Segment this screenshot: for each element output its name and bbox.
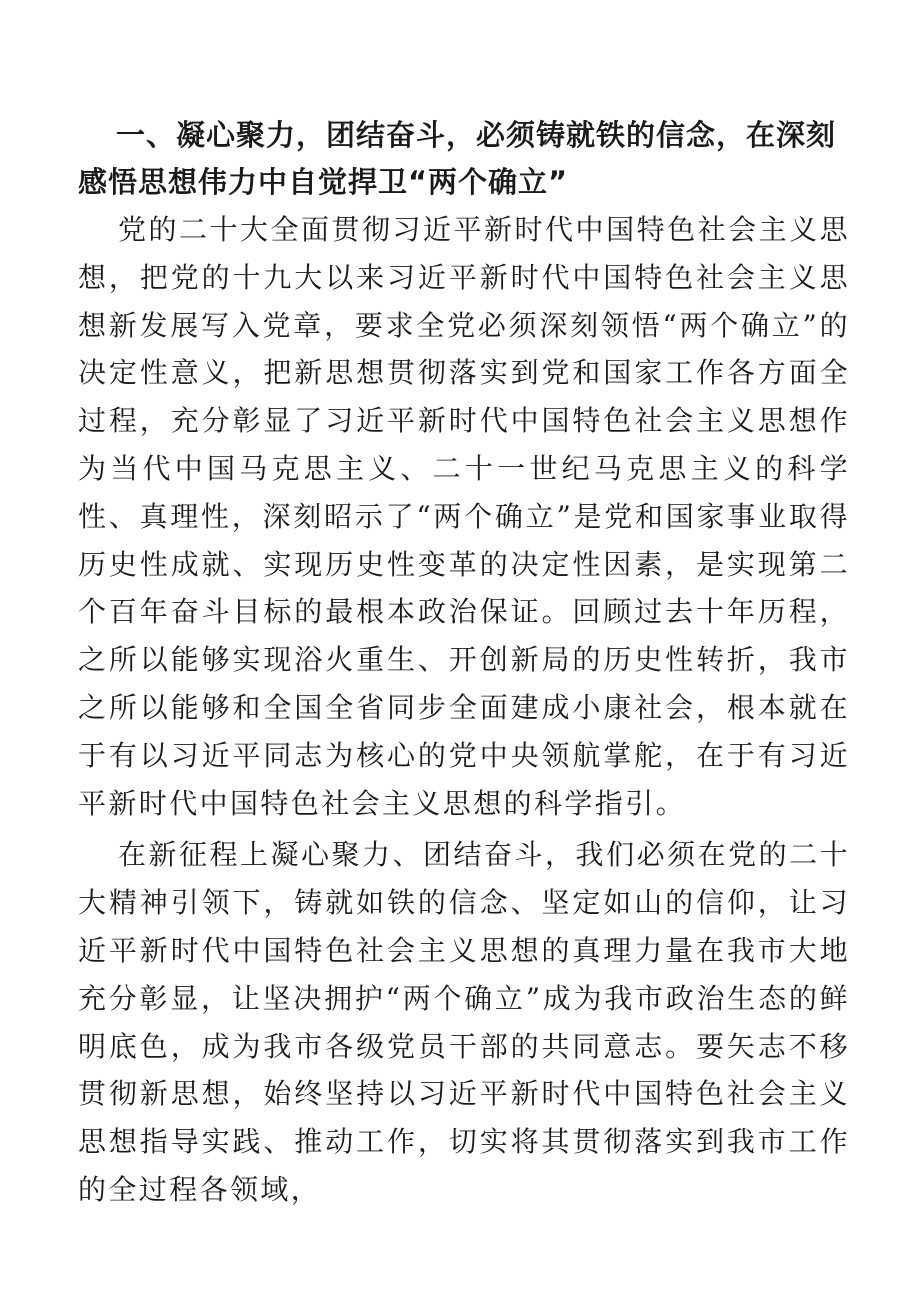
- body-paragraph-1: 党的二十大全面贯彻习近平新时代中国特色社会主义思想，把党的十九大以来习近平新时代中国特色社会主义思想新发展写入党章，要求全党必须深刻领悟“两个确立”的决定性意义，把新思想贯彻落实到党和国家工作各方面全过程，充分彰显了习近平新时代中国特色社会主义思想作为当代中国马克思主义、二十一世纪马克思主义的科学性、真理性，深刻昭示了“两个确立”是党和国家事业取得历史性成就、实现历史性变革的决定性因素，是实现第二个百年奋斗目标的最根本政治保证。回顾过去十年历程，之所以能够实现浴火重生、开创新局的历史性转折，我市之所以能够和全国全省同步全面建成小康社会，根本就在于有以习近平同志为核心的党中央领航掌舵，在于有习近平新时代中国特色社会主义思想的科学指引。: [78, 213, 850, 820]
- body-paragraph-2: 在新征程上凝心聚力、团结奋斗，我们必须在党的二十大精神引领下，铸就如铁的信念、坚定如山的信仰，让习近平新时代中国特色社会主义思想的真理力量在我市大地充分彰显，让坚决拥护“两个确立”成为我市政治生态的鲜明底色，成为我市各级党员干部的共同意志。要矢志不移贯彻新思想，始终坚持以习近平新时代中国特色社会主义思想指导实践、推动工作，切实将其贯彻落实到我市工作的全过程各领域，: [78, 838, 850, 1206]
- section-heading: 一、凝心聚力，团结奋斗，必须铸就铁的信念，在深刻感悟思想伟力中自觉捍卫“两个确立”: [78, 118, 837, 199]
